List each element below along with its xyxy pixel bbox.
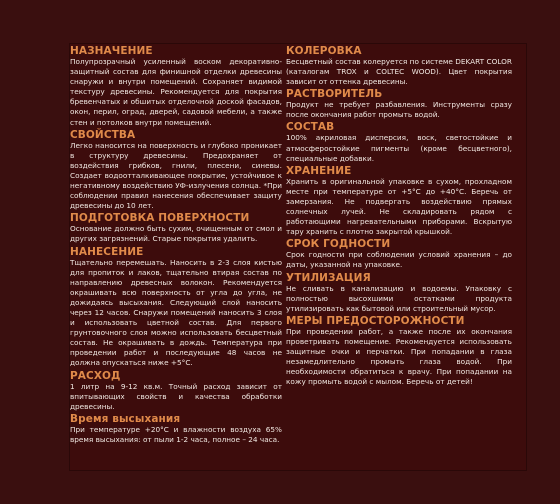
section-text: При температуре +20°С и влажности воздуха 65% время высыхания: от пыли 1-2 часа, полное – 24 часа. (70, 424, 282, 444)
section-text: 1 литр на 9-12 кв.м. Точный расход зависит от впитывающих свойств и качества обработки древесины. (70, 381, 282, 411)
section-heading: РАСХОД (70, 369, 121, 382)
section-text: Бесцветный состав колеруется по системе DEKART COLOR (каталогам TROX и COLTEC WOOD). Цвет покрытия зависит от оттенка древесины. (286, 57, 512, 87)
section-heading: УТИЛИЗАЦИЯ (286, 271, 371, 284)
section-heading: ХРАНЕНИЕ (286, 164, 352, 177)
section-purpose (70, 45, 282, 128)
left-column (70, 44, 282, 445)
section-text: Полупрозрачный усиленный воском декоративно-защитный состав для финишной отделки древесины снаружи и внутри помещений. Сохраняет видимой текстуру древесины. Рекомендуется для покрытия бревенчатых и обшитых отделочной доской фасадов, окон, перил, оград, дверей, садовой мебели, а также стен и потолков внутри помещений. (70, 57, 282, 127)
section-heading: КОЛЕРОВКА (286, 45, 362, 57)
section-text: Не сливать в канализацию и водоемы. Упаковку с полностью высохшими остатками продукта утилизировать как бытовой или строительный мусор. (286, 283, 512, 313)
section-text: Продукт не требует разбавления. Инструменты сразу после окончания работ промыть водой. (286, 100, 512, 120)
section-drying-time (70, 413, 282, 445)
section-disposal (286, 272, 512, 314)
section-shelf-life (286, 238, 512, 270)
section-tinting (286, 45, 512, 87)
section-text: Срок годности при соблюдении условий хранения – до даты, указанной на упаковке. (286, 250, 512, 270)
section-heading: СРОК ГОДНОСТИ (286, 238, 391, 251)
section-storage (286, 165, 512, 238)
section-composition (286, 121, 512, 163)
section-text: Тщательно перемешать. Наносить в 2-3 слоя кистью для пропиток и лаков, тщательно втирая состав по направлению древесных волокон. Рекомендуется окрашивать всю поверхность от угла до угла, не дожидаясь высыхания. Следующий слой наносить через 12 часов. Снаружи помещений наносить 3 слоя и использовать цветной состав. Для первого грунтовочного слоя можно использовать бесцветный состав. Не окрашивать в дождь. Температура при проведении работ и последующие 48 часов не должна опускаться ниже +5°С. (70, 257, 282, 368)
section-heading: ПОДГОТОВКА ПОВЕРХНОСТИ (70, 212, 250, 225)
section-text: Легко наносится на поверхность и глубоко проникает в структуру древесины. Предохраняет от воздействия грибков, гнили, плесени, синевы. Создает водоотталкивающее покрытие, устойчивое к негативному воздействию УФ-излучения солнца. *При соблюдении правил нанесения обеспечивает защиту древесины до 10 лет. (70, 140, 282, 211)
section-text: Хранить в оригинальной упаковке в сухом, прохладном месте при температуре от +5°С до +40°С. Беречь от замерзания. Не подвергать воздействию прямых солнечных лучей. Не складировать рядом с работающими нагревательными приборами. Вскрытую тару хранить с плотно закрытой крышкой. (286, 176, 512, 237)
section-heading: СОСТАВ (286, 121, 335, 134)
section-text: При проведении работ, а также после их окончания проветривать помещение. Рекомендуется использовать защитные очки и перчатки. При попадании в глаза незамедлительно промыть глаза водой. При необходимости обратиться к врачу. При попадании на кожу промыть водой с мылом. Беречь от детей! (286, 326, 512, 387)
section-heading: НАЗНАЧЕНИЕ (70, 45, 153, 57)
section-heading: СВОЙСТВА (70, 128, 136, 141)
section-heading: НАНЕСЕНИЕ (70, 245, 144, 258)
section-consumption (70, 370, 282, 412)
product-info-sheet (70, 44, 526, 470)
section-heading: Время высыхания (70, 412, 181, 425)
section-precautions (286, 315, 512, 388)
section-text: 100% акриловая дисперсия, воск, светостойкие и атмосферостойкие пигменты (кроме бесцветного), специальные добавки. (286, 133, 512, 163)
section-properties (70, 129, 282, 212)
section-surface-preparation (70, 212, 282, 244)
section-solvent (286, 88, 512, 120)
section-text: Основание должно быть сухим, очищенным от смол и других загрязнений. Старые покрытия удалить. (70, 224, 282, 244)
section-heading: МЕРЫ ПРЕДОСТОРОЖНОСТИ (286, 314, 465, 327)
section-heading: РАСТВОРИТЕЛЬ (286, 88, 383, 101)
section-application (70, 246, 282, 369)
right-column (286, 44, 512, 387)
